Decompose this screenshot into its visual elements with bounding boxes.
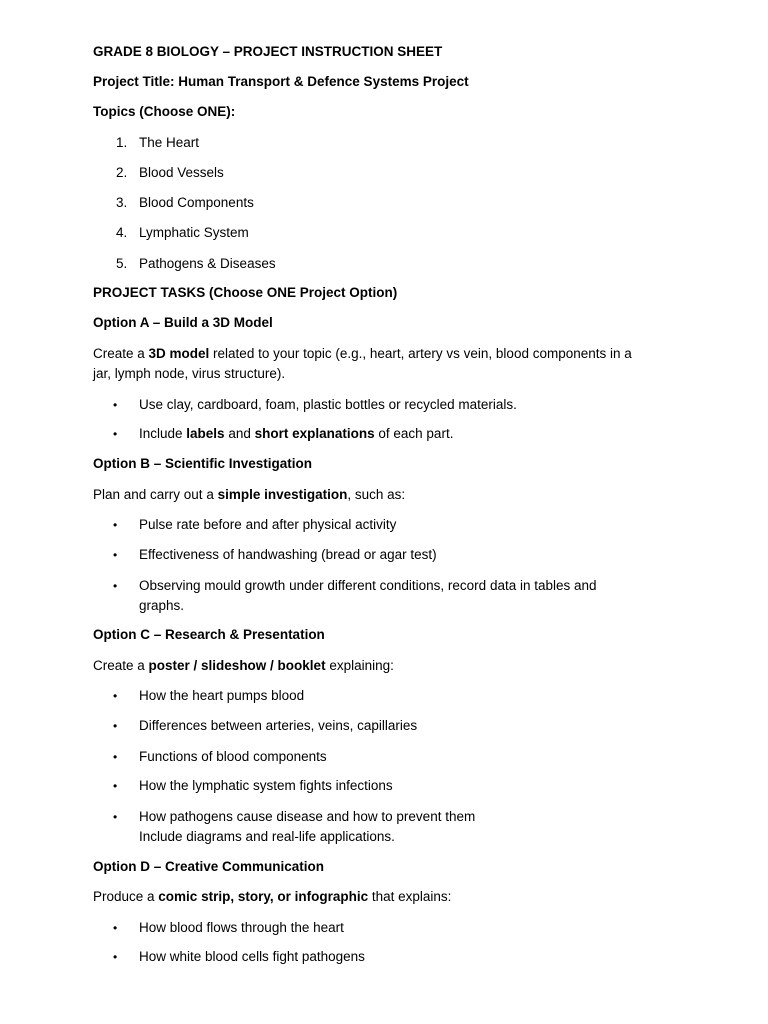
topic-item: Pathogens & Diseases bbox=[139, 256, 276, 271]
bullet-text: Include bbox=[139, 426, 187, 441]
intro-text: explaining: bbox=[325, 658, 394, 673]
option-b-title: Option B – Scientific Investigation bbox=[93, 456, 313, 471]
intro-text: Plan and carry out a bbox=[93, 487, 218, 502]
list-number: 2. bbox=[116, 165, 128, 180]
intro-emphasis: poster / slideshow / booklet bbox=[148, 658, 326, 673]
option-b-bullet: Pulse rate before and after physical activity bbox=[139, 517, 397, 532]
intro-emphasis: 3D model bbox=[148, 346, 210, 361]
sheet-heading: GRADE 8 BIOLOGY – PROJECT INSTRUCTION SHEET bbox=[93, 44, 443, 59]
option-a-title: Option A – Build a 3D Model bbox=[93, 315, 273, 330]
topic-item: The Heart bbox=[139, 135, 200, 150]
option-c-title: Option C – Research & Presentation bbox=[93, 627, 325, 642]
option-a-bullet bbox=[139, 424, 669, 444]
list-number: 1. bbox=[116, 135, 128, 150]
option-d-bullet: How blood flows through the heart bbox=[139, 920, 344, 935]
bullet-glyph: • bbox=[113, 427, 118, 441]
option-b-intro bbox=[93, 485, 673, 505]
bullet-glyph: • bbox=[113, 548, 118, 562]
topic-item: Blood Vessels bbox=[139, 165, 224, 180]
list-number: 3. bbox=[116, 195, 128, 210]
option-c-bullet: How pathogens cause disease and how to prevent them bbox=[139, 809, 476, 824]
project-title: Project Title: Human Transport & Defence Systems Project bbox=[93, 74, 469, 89]
intro-text: Produce a bbox=[93, 889, 159, 904]
bullet-glyph: • bbox=[113, 579, 118, 593]
option-d-bullet: How white blood cells fight pathogens bbox=[139, 949, 365, 964]
bullet-text: and bbox=[224, 426, 255, 441]
topic-item: Blood Components bbox=[139, 195, 254, 210]
list-number: 4. bbox=[116, 225, 128, 240]
intro-text: that explains: bbox=[368, 889, 452, 904]
option-c-continuation: Include diagrams and real-life applications. bbox=[139, 829, 395, 844]
bullet-glyph: • bbox=[113, 810, 118, 824]
intro-text: related to your topic (e.g., heart, artery vs vein, blood components in a bbox=[209, 346, 632, 361]
option-c-intro bbox=[93, 656, 673, 676]
option-a-bullet: Use clay, cardboard, foam, plastic bottles or recycled materials. bbox=[139, 397, 517, 412]
intro-text: Create a bbox=[93, 658, 149, 673]
intro-text: , such as: bbox=[347, 487, 406, 502]
bullet-glyph: • bbox=[113, 950, 118, 964]
option-a-intro bbox=[93, 344, 673, 364]
bullet-glyph: • bbox=[113, 779, 118, 793]
option-a-intro-line2: jar, lymph node, virus structure). bbox=[93, 366, 286, 381]
option-c-bullet: Functions of blood components bbox=[139, 749, 327, 764]
topic-item: Lymphatic System bbox=[139, 225, 249, 240]
bullet-emphasis: labels bbox=[186, 426, 225, 441]
option-b-bullet: Effectiveness of handwashing (bread or agar test) bbox=[139, 547, 437, 562]
intro-text: Create a bbox=[93, 346, 149, 361]
option-d-title: Option D – Creative Communication bbox=[93, 859, 325, 874]
bullet-glyph: • bbox=[113, 719, 118, 733]
bullet-glyph: • bbox=[113, 750, 118, 764]
bullet-glyph: • bbox=[113, 689, 118, 703]
intro-emphasis: simple investigation bbox=[217, 487, 348, 502]
bullet-glyph: • bbox=[113, 921, 118, 935]
bullet-emphasis: short explanations bbox=[254, 426, 375, 441]
bullet-text: of each part. bbox=[374, 426, 454, 441]
tasks-heading: PROJECT TASKS (Choose ONE Project Option) bbox=[93, 285, 398, 300]
option-b-bullet: Observing mould growth under different conditions, record data in tables and graphs. bbox=[139, 578, 597, 613]
intro-emphasis: comic strip, story, or infographic bbox=[158, 889, 369, 904]
option-c-bullet: How the heart pumps blood bbox=[139, 688, 305, 703]
option-c-bullet: How the lymphatic system fights infections bbox=[139, 778, 393, 793]
list-number: 5. bbox=[116, 256, 128, 271]
topics-heading: Topics (Choose ONE): bbox=[93, 104, 236, 119]
option-c-bullet: Differences between arteries, veins, capillaries bbox=[139, 718, 418, 733]
bullet-glyph: • bbox=[113, 398, 118, 412]
bullet-glyph: • bbox=[113, 518, 118, 532]
option-d-intro bbox=[93, 887, 673, 907]
